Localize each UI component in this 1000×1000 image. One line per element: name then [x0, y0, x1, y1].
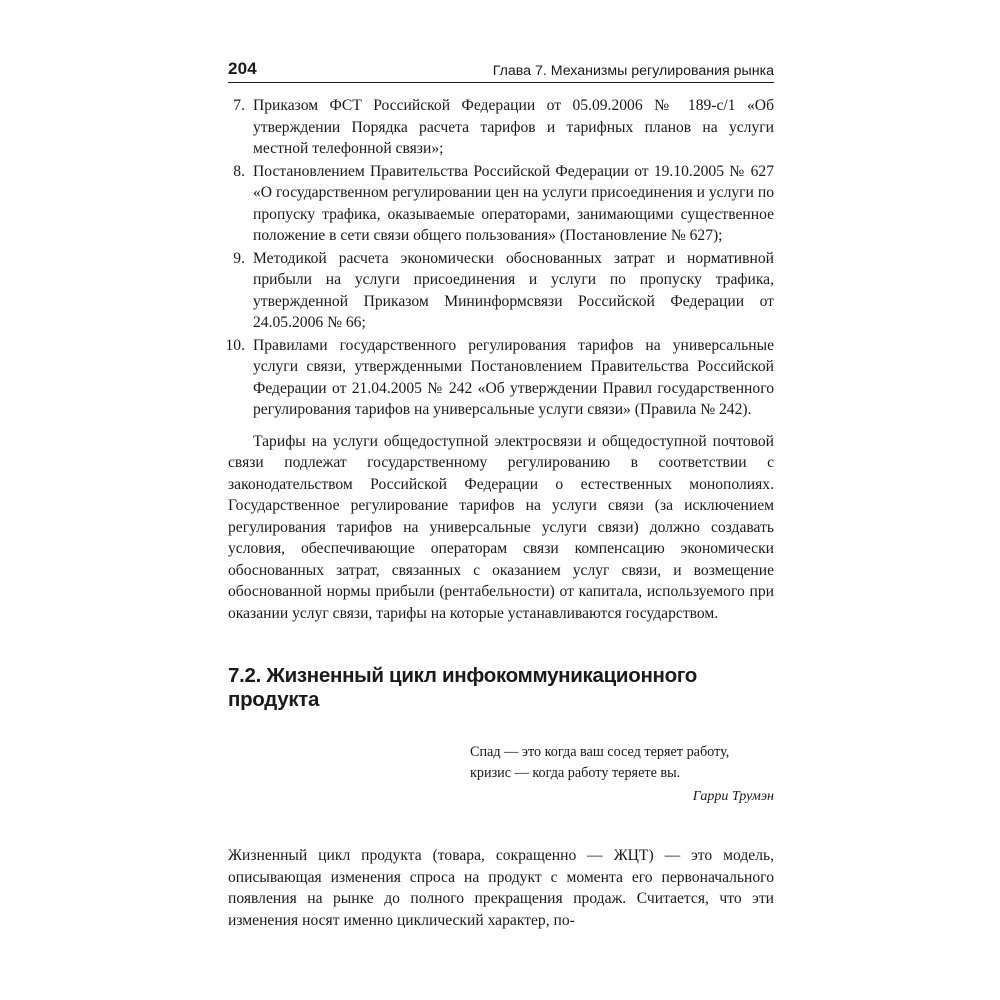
list-item-number: 10.	[225, 336, 245, 354]
list-item-number: 9.	[233, 249, 245, 267]
list-item	[225, 335, 774, 421]
page-number: 204	[228, 59, 257, 78]
book-page	[225, 56, 774, 931]
list-item-text: Методикой расчета экономически обоснованных затрат и нормативной прибыли на услуги присоединения и услуги по пропуску трафика, утвержденной Приказом Мининформсвязи Российской Федерации от 24.05.2006 № 66;	[253, 249, 774, 331]
list-item	[228, 95, 774, 160]
epigraph-author: Гарри Трумэн	[692, 789, 774, 804]
list-item-number: 7.	[233, 97, 245, 114]
list-item-number: 8.	[233, 162, 245, 180]
section-heading: 7.2. Жизненный цикл инфокоммуникационного продукта	[228, 664, 698, 711]
running-head: Глава 7. Механизмы регулирования рынка	[492, 63, 774, 79]
epigraph	[470, 742, 774, 807]
page-header	[228, 56, 774, 83]
list-item-text: Правилами государственного регулирования тарифов на универсальные услуги связи, утвержденными Постановлением Правительства Российской Федерации от 21.04.2005 № 242 «Об утверждении Правил государственного регулирования тарифов на универсальные услуги связи» (Правила № 242).	[253, 336, 774, 418]
list-item	[228, 161, 774, 247]
epigraph-line: Спад — это когда ваш сосед теряет работу,	[470, 744, 730, 760]
list-item-text: Приказом ФСТ Российской Федерации от 05.09.2006 № 189-с/1 «Об утверждении Порядка расчета тарифов и тарифных планов на услуги местной телефонной связи»;	[253, 97, 774, 157]
tariffs-paragraph: Тарифы на услуги общедоступной электросвязи и общедоступной почтовой связи подлежат государственному регулированию в соответствии с законодательством Российской Федерации о естественных монополиях. Государственное регулирование тарифов на услуги связи (за исключением регулирования тарифов на универсальные услуги связи) должно создавать условия, обеспечивающие операторам связи компенсацию экономически обоснованных затрат, связанных с оказанием услуг связи, и возмещение обоснованной нормы прибыли (рентабельности) от капитала, используемого при оказании услуг связи, тарифы на которые устанавливаются государством.	[228, 432, 774, 622]
epigraph-line: кризис — когда работу теряете вы.	[470, 765, 681, 781]
list-item-text: Постановлением Правительства Российской Федерации от 19.10.2005 № 627 «О государственном регулировании цен на услуги присоединения и услуги по пропуску трафика, оказываемые операторами, занимающими существенное положение в сети связи общего пользования» (Постановление № 627);	[253, 162, 774, 244]
regulation-list	[225, 95, 774, 421]
lifecycle-paragraph: Жизненный цикл продукта (товара, сокращенно — ЖЦТ) — это модель, описывающая изменения спроса на продукт с момента его первоначального появления на рынке до полного прекращения продаж. Считается, что эти изменения носят именно циклический характер, по-	[228, 847, 774, 929]
list-item	[228, 248, 774, 334]
